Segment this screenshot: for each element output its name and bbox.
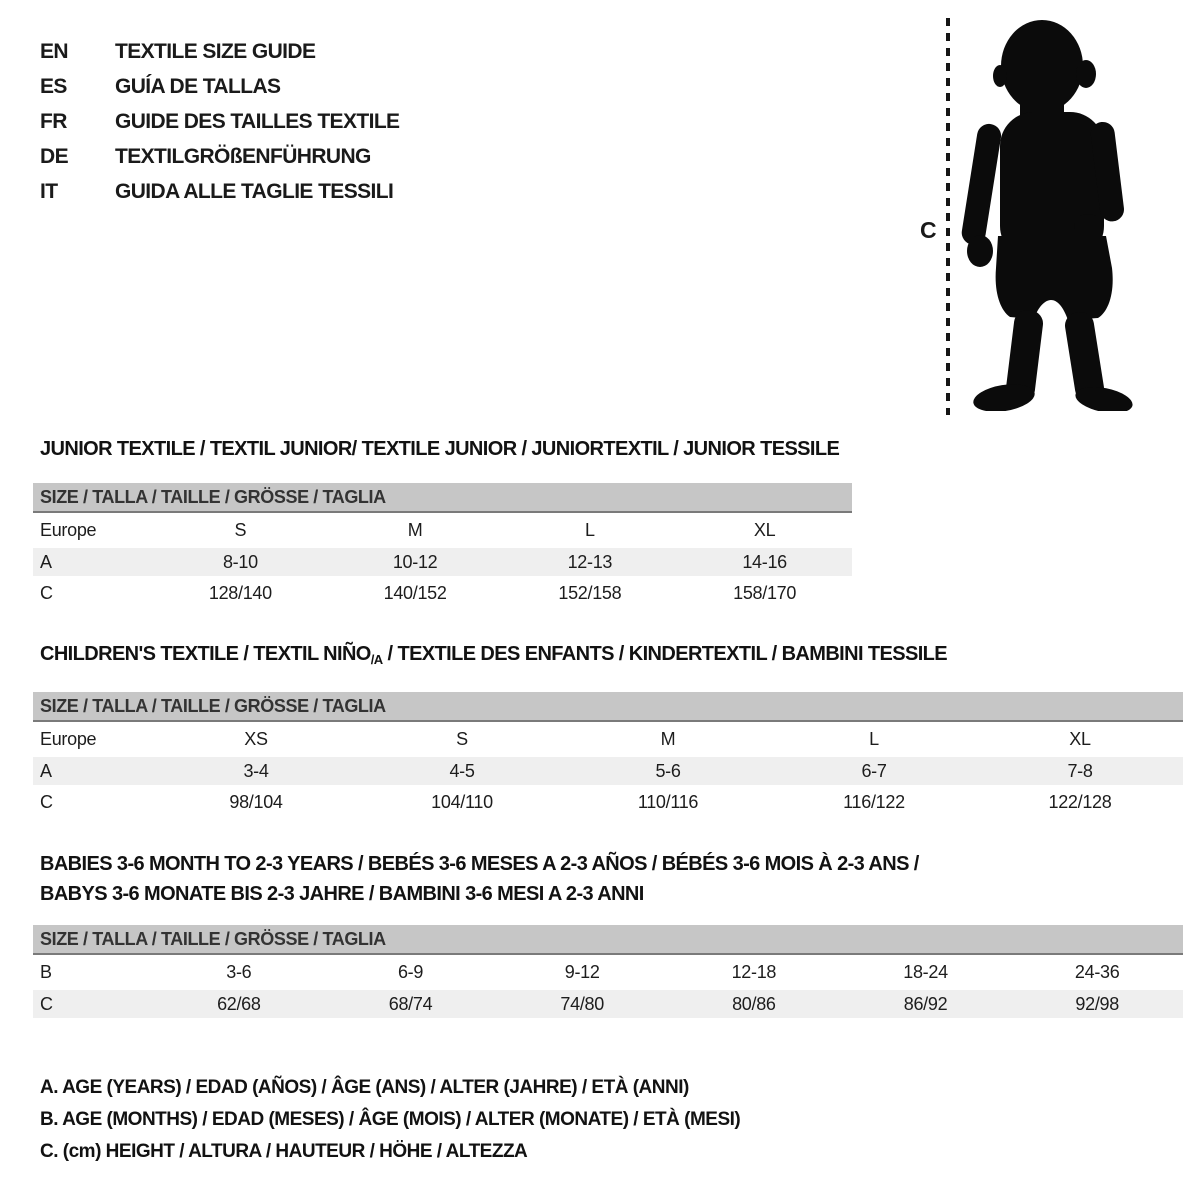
table-row-age-months: [33, 955, 1183, 990]
table-row-europe: [33, 513, 852, 548]
lang-title: GUIDE DES TAILLES TEXTILE: [115, 109, 400, 133]
children-heading-subscript: /A: [370, 652, 383, 667]
legend-line-c: C. (cm) HEIGHT / ALTURA / HAUTEUR / HÖHE / ALTEZZA: [40, 1141, 528, 1162]
lang-code: FR: [40, 109, 67, 133]
table-row-height: [33, 576, 852, 610]
lang-code: EN: [40, 39, 68, 63]
lang-code: ES: [40, 74, 67, 98]
legend-line-a: A. AGE (YEARS) / EDAD (AÑOS) / ÂGE (ANS) / ALTER (JAHRE) / ETÀ (ANNI): [40, 1077, 689, 1098]
age-cell: 8-10: [222, 551, 258, 572]
children-heading-prefix: CHILDREN'S TEXTILE / TEXTIL NIÑO: [40, 643, 371, 665]
lang-row-de: [40, 139, 399, 174]
lang-row-fr: [40, 104, 399, 139]
babies-section-heading: [40, 849, 919, 909]
age-cell: 12-18: [731, 962, 777, 982]
row-label: C: [40, 582, 53, 603]
age-cell: 14-16: [742, 551, 787, 572]
language-list: [40, 34, 399, 209]
age-cell: 24-36: [1074, 962, 1120, 982]
legend: [40, 1072, 740, 1168]
age-cell: 7-8: [1067, 760, 1093, 781]
table-row-age: [33, 548, 852, 576]
row-label: B: [40, 962, 52, 982]
lang-row-en: [40, 34, 399, 69]
lang-title: TEXTILGRÖßENFÜHRUNG: [115, 144, 371, 168]
age-cell: 10-12: [392, 551, 438, 572]
size-cell: L: [869, 729, 879, 749]
size-cell: L: [585, 520, 595, 540]
lang-title: TEXTILE SIZE GUIDE: [115, 39, 316, 63]
measure-label-c: C: [920, 217, 937, 243]
row-label: A: [40, 551, 52, 572]
height-cell: 80/86: [732, 993, 776, 1014]
age-cell: 5-6: [655, 760, 681, 781]
age-cell: 18-24: [903, 962, 948, 982]
height-cell: 128/140: [208, 582, 272, 603]
height-cell: 62/68: [217, 993, 261, 1014]
height-cell: 158/170: [733, 582, 797, 603]
babies-size-table: [33, 925, 1183, 1018]
junior-size-table: [33, 483, 852, 610]
babies-heading-line2: BABYS 3-6 MONATE BIS 2-3 JAHRE / BAMBINI 3-6 MESI A 2-3 ANNI: [40, 883, 644, 905]
height-cell: 116/122: [843, 791, 905, 812]
height-cell: 140/152: [383, 582, 447, 603]
table-row-height: [33, 785, 1183, 819]
lang-title: GUIDA ALLE TAGLIE TESSILI: [115, 179, 394, 203]
height-cell: 74/80: [560, 993, 604, 1014]
lang-row-it: [40, 174, 399, 209]
height-cell: 104/110: [431, 791, 493, 812]
toddler-silhouette-image: [958, 16, 1133, 411]
children-heading-suffix: / TEXTILE DES ENFANTS / KINDERTEXTIL / BAMBINI TESSILE: [382, 643, 948, 665]
row-label: Europe: [40, 729, 97, 749]
age-cell: 9-12: [564, 962, 600, 982]
size-cell: XL: [1069, 729, 1091, 749]
children-section-heading: [40, 643, 947, 667]
height-cell: 98/104: [229, 791, 283, 812]
lang-code: IT: [40, 179, 58, 203]
height-cell: 68/74: [388, 993, 433, 1014]
age-cell: 6-7: [861, 760, 887, 781]
size-cell: XL: [753, 520, 776, 540]
children-size-table: [33, 692, 1183, 819]
lang-title: GUÍA DE TALLAS: [115, 74, 281, 98]
age-cell: 3-4: [243, 760, 269, 781]
size-cell: M: [407, 520, 423, 540]
table-row-height: [33, 990, 1183, 1018]
height-cell: 110/116: [637, 791, 699, 812]
table-row-europe: [33, 722, 1183, 757]
lang-code: DE: [40, 144, 68, 168]
size-cell: S: [234, 520, 247, 540]
size-header-bar: SIZE / TALLA / TAILLE / GRÖSSE / TAGLIA: [33, 483, 852, 513]
size-header-bar: SIZE / TALLA / TAILLE / GRÖSSE / TAGLIA: [33, 692, 1183, 722]
row-label: C: [40, 993, 53, 1014]
table-row-age: [33, 757, 1183, 785]
junior-section-heading: JUNIOR TEXTILE / TEXTIL JUNIOR/ TEXTILE JUNIOR / JUNIORTEXTIL / JUNIOR TESSILE: [40, 438, 840, 460]
height-measure-dashed-line: [946, 18, 950, 415]
row-label: C: [40, 791, 53, 812]
age-cell: 6-9: [397, 962, 424, 982]
babies-heading-line1: BABIES 3-6 MONTH TO 2-3 YEARS / BEBÉS 3-6 MESES A 2-3 AÑOS / BÉBÉS 3-6 MOIS À 2-3 ANS /: [40, 853, 919, 875]
height-cell: 122/128: [1048, 791, 1112, 812]
age-cell: 3-6: [226, 962, 252, 982]
age-cell: 4-5: [449, 760, 475, 781]
height-cell: 92/98: [1075, 993, 1119, 1014]
size-header-bar: SIZE / TALLA / TAILLE / GRÖSSE / TAGLIA: [33, 925, 1183, 955]
lang-row-es: [40, 69, 399, 104]
size-cell: M: [660, 729, 676, 749]
row-label: Europe: [40, 520, 97, 540]
height-cell: 86/92: [903, 993, 948, 1014]
row-label: A: [40, 760, 52, 781]
legend-line-b: B. AGE (MONTHS) / EDAD (MESES) / ÂGE (MOIS) / ALTER (MONATE) / ETÀ (MESI): [40, 1109, 741, 1130]
height-cell: 152/158: [558, 582, 622, 603]
age-cell: 12-13: [567, 551, 613, 572]
size-cell: S: [456, 729, 468, 749]
size-cell: XS: [244, 729, 268, 749]
